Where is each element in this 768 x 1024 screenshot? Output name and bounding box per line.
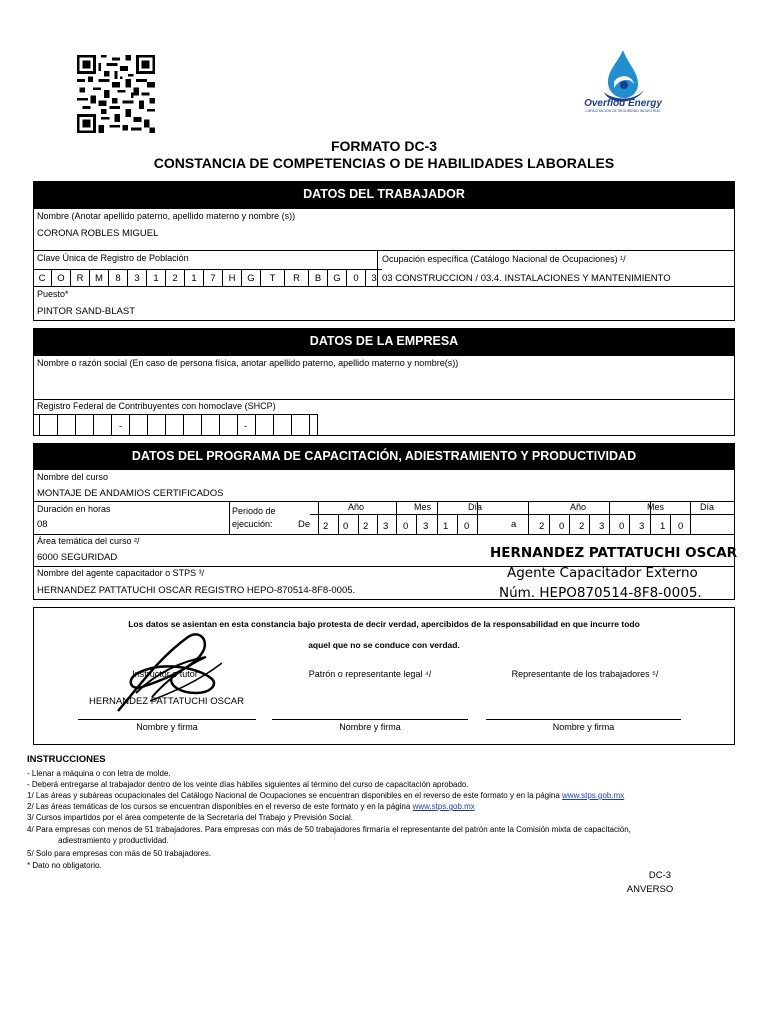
date-digit: 0	[343, 521, 349, 532]
curp-label: Clave Única de Registro de Población	[37, 253, 189, 263]
sign-label: Nombre y firma	[136, 722, 198, 732]
date-grid	[310, 501, 735, 534]
period-to-label: a	[511, 519, 517, 530]
date-digit: 2	[579, 521, 585, 532]
date-digit: 3	[639, 521, 645, 532]
divider	[229, 501, 230, 534]
instruction-text: 2/ Las áreas temáticas de los cursos se encuentran disponibles en el reverso de este formato y en la página	[27, 802, 413, 811]
divider	[33, 534, 735, 535]
curp-char: H	[223, 270, 242, 287]
agent-label: Nombre del agente capacitador o STPS ³/	[37, 568, 205, 578]
signature-line	[78, 719, 256, 720]
date-digit: 0	[678, 521, 684, 532]
curp-char: C	[33, 270, 52, 287]
instructor-name: HERNANDEZ PATTATUCHI OSCAR	[89, 696, 244, 707]
workers-rep-title: Representante de los trabajadores ⁵/	[511, 669, 659, 679]
rfc-label: Registro Federal de Contribuyentes con homoclave (SHCP)	[37, 401, 276, 411]
curp-char: 7	[204, 270, 223, 287]
curp-char: M	[90, 270, 109, 287]
date-digit: 2	[363, 521, 369, 532]
curp-char: 1	[147, 270, 166, 287]
divider	[33, 286, 735, 287]
stps-link[interactable]: www.stps.gob.mx	[412, 802, 475, 811]
occupation-value: 03 CONSTRUCCION / 03.4. INSTALACIONES Y MANTENIMIENTO	[382, 273, 671, 284]
date-digit: 3	[383, 521, 389, 532]
curp-char: 1	[185, 270, 204, 287]
date-digit: 0	[559, 521, 565, 532]
instruction-line: * Dato no obligatorio.	[27, 861, 102, 870]
date-digit: 2	[539, 521, 545, 532]
area-value: 6000 SEGURIDAD	[37, 552, 118, 563]
rfc-dash: -	[119, 421, 122, 431]
instruction-line: - Llenar a máquina o con letra de molde.	[27, 769, 171, 778]
program-section-header: DATOS DEL PROGRAMA DE CAPACITACIÓN, ADIESTRAMIENTO Y PRODUCTIVIDAD	[33, 443, 735, 469]
agent-value: HERNANDEZ PATTATUCHI OSCAR REGISTRO HEPO-870514-8F8-0005.	[37, 585, 356, 596]
instruction-line: - Deberá entregarse al trabajador dentro de los veinte días hábiles siguientes al término del curso de capacitación aprobado.	[27, 780, 469, 789]
position-label: Puesto*	[37, 289, 69, 299]
stamp-role: Agente Capacitador Externo	[507, 565, 698, 581]
instruction-text: 1/ Las áreas y subáreas ocupacionales del Catálogo Nacional de Ocupaciones se encuentran disponibles en el reverso de este formato y en la página	[27, 791, 563, 800]
declaration-line-1: Los datos se asientan en esta constancia bajo protesta de decir verdad, apercibidos de la responsabilidad en que incurre todo	[128, 619, 640, 629]
instruction-line-with-link	[27, 801, 475, 812]
curp-char: T	[261, 270, 285, 287]
date-digit: 3	[423, 521, 429, 532]
occupation-label: Ocupación específica (Catálogo Nacional de Ocupaciones) ¹/	[382, 254, 626, 264]
sign-label: Nombre y firma	[552, 722, 615, 732]
stamp-number: Núm. HEPO870514-8F8-0005.	[499, 585, 702, 601]
from-year-label: Año	[348, 502, 365, 512]
from-day-label: Día	[468, 502, 483, 512]
date-digit: 1	[660, 521, 666, 532]
instruction-line: 4/ Para empresas con menos de 51 trabajadores. Para empresas con más de 50 trabajadores firmaría el representante del patrón ante la Comisión mixta de capacitación,	[27, 825, 631, 834]
curp-char: 2	[166, 270, 185, 287]
curp-char: G	[328, 270, 347, 287]
curp-char: 3	[371, 273, 377, 284]
form-subtitle: CONSTANCIA DE COMPETENCIAS O DE HABILIDADES LABORALES	[153, 155, 615, 171]
rfc-cells	[33, 414, 323, 436]
to-month-label: Mes	[647, 502, 665, 512]
instruction-line: 5/ Solo para empresas con más de 50 trabajadores.	[27, 849, 212, 858]
date-digit: 2	[323, 521, 329, 532]
rfc-dash: -	[244, 421, 247, 431]
worker-name-label: Nombre (Anotar apellido paterno, apellido materno y nombre (s))	[37, 211, 296, 221]
instructor-title: Instructor o tutor	[132, 669, 198, 679]
instructions-title: INSTRUCCIONES	[27, 754, 106, 765]
employer-title: Patrón o representante legal ⁴/	[308, 669, 432, 679]
curp-char: 0	[347, 270, 366, 287]
period-label: Periodo de	[232, 506, 276, 516]
worker-name-value: CORONA ROBLES MIGUEL	[37, 228, 159, 239]
date-digit: 0	[403, 521, 409, 532]
curp-char: R	[71, 270, 90, 287]
company-section-header: DATOS DE LA EMPRESA	[33, 328, 735, 355]
to-year-label: Año	[570, 502, 587, 512]
curp-char: O	[52, 270, 71, 287]
curp-char: G	[242, 270, 261, 287]
divider	[33, 399, 735, 400]
divider	[33, 250, 735, 251]
stps-link[interactable]: www.stps.gob.mx	[562, 791, 625, 800]
signature-icon	[100, 623, 250, 718]
position-value: PINTOR SAND-BLAST	[37, 306, 136, 317]
instruction-line: adiestramiento y productividad.	[27, 836, 169, 845]
curp-cells	[33, 269, 382, 287]
logo-name: Overflod Energy	[584, 98, 662, 109]
curp-char: R	[285, 270, 309, 287]
date-digit: 0	[464, 521, 470, 532]
form-title: FORMATO DC-3	[330, 138, 438, 154]
date-digit: 1	[443, 521, 449, 532]
logo-tagline: CAPACITACION DE SEGURIDAD INDUSTRIAL	[585, 109, 661, 113]
date-digit: 3	[599, 521, 605, 532]
stamp-name: HERNANDEZ PATTATUCHI OSCAR	[490, 545, 738, 561]
instruction-line: 3/ Cursos impartidos por el área competente de la Secretaría del Trabajo y Previsión Social.	[27, 813, 353, 822]
company-name-label: Nombre o razón social (En caso de persona física, anotar apellido paterno, apellido materno y nombre(s))	[37, 358, 459, 368]
signature-line	[272, 719, 468, 720]
period-from-label: De	[298, 519, 311, 530]
curp-char: 3	[128, 270, 147, 287]
course-label: Nombre del curso	[37, 472, 109, 482]
sign-label: Nombre y firma	[339, 722, 401, 732]
signature-line	[486, 719, 681, 720]
area-label: Área temática del curso ²/	[37, 536, 140, 546]
form-side: ANVERSO	[626, 884, 674, 895]
from-month-label: Mes	[414, 502, 432, 512]
hours-label: Duración en horas	[37, 504, 111, 514]
hours-value: 08	[37, 519, 48, 530]
form-code: DC-3	[648, 870, 672, 881]
date-digit: 0	[619, 521, 625, 532]
worker-section	[33, 208, 735, 321]
declaration-line-2: aquel que no se conduce con verdad.	[308, 640, 460, 650]
worker-section-header: DATOS DEL TRABAJADOR	[33, 181, 735, 208]
qr-code	[77, 55, 155, 133]
to-day-label: Día	[700, 502, 715, 512]
instruction-line-with-link	[27, 790, 624, 801]
course-value: MONTAJE DE ANDAMIOS CERTIFICADOS	[37, 488, 224, 499]
curp-char: 8	[109, 270, 128, 287]
curp-char: B	[309, 270, 328, 287]
period-label: ejecución:	[232, 519, 273, 529]
